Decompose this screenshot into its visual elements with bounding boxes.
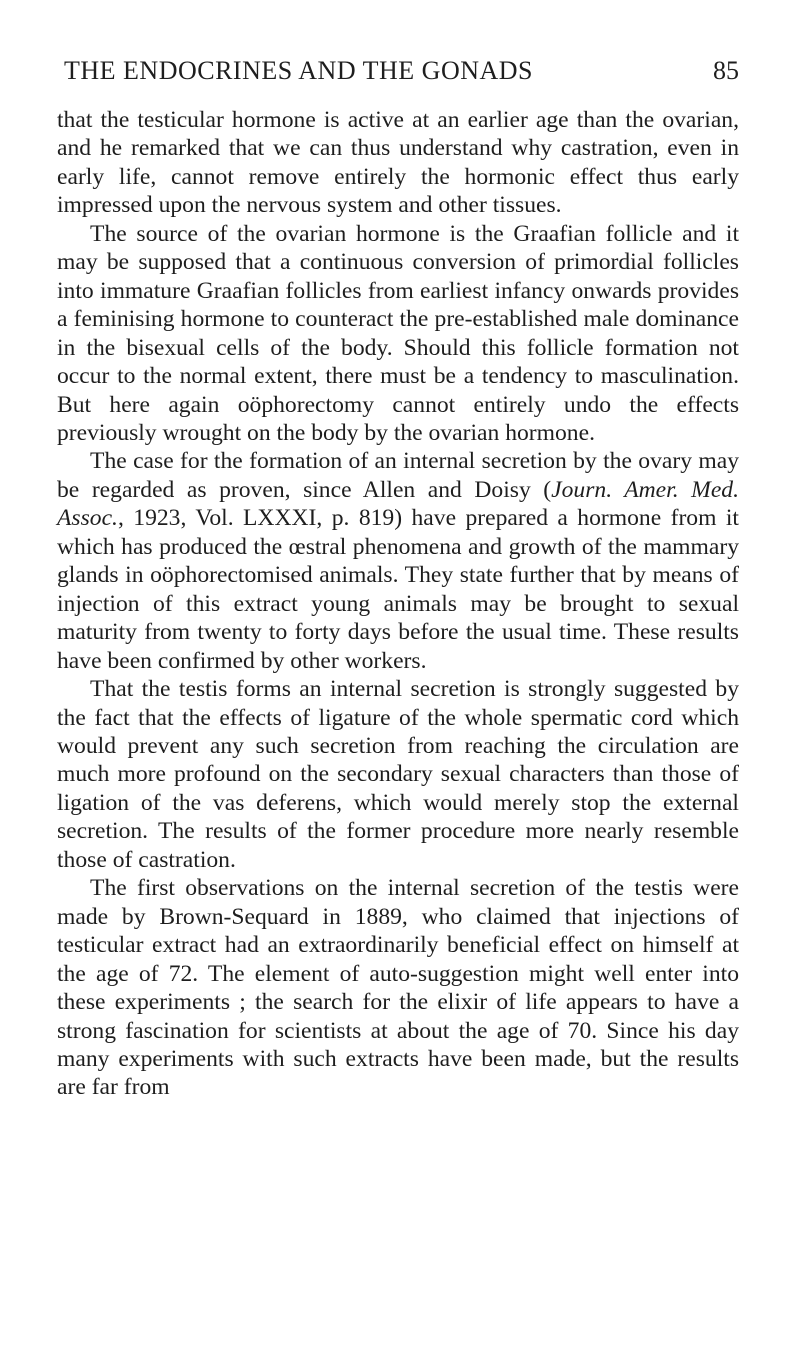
paragraph-text-after-citation: , 1923, Vol. LXXXI, p. 819) have prepared a hormone from it which has produced the œstral phenomena and growth of the mammary glands in oöphorectomised animals. They state further that by means of injection of this extract young animals may be brought to sexual maturity from twenty to forty days before the usual time. These results have been confirmed by other workers.: [57, 505, 739, 674]
paragraph-continuation: that the testicular hormone is active at an earlier age than the ovarian, and he remarked that we can thus understand why castration, even in early life, cannot remove entirely the hormonic effect thus early impressed upon the nervous system and other tissues.: [57, 107, 739, 219]
paragraph-ovary-internal-secretion: [57, 447, 739, 675]
running-title: THE ENDOCRINES AND THE GONADS: [64, 56, 534, 85]
paragraph-testis-internal-secretion: That the testis forms an internal secretion is strongly suggested by the fact that the effects of ligature of the whole spermatic cord which would prevent any such secretion from reaching the circulation are much more profound on the secondary sexual characters than those of ligation of the vas deferens, which would merely stop the external secretion. The results of the former procedure more nearly resemble those of castration.: [57, 676, 739, 873]
body-text: [57, 106, 739, 1102]
journal-citation: Journ. Amer. Med. Assoc.: [57, 476, 739, 532]
paragraph-text-before-citation: The case for the formation of an internal secretion by the ovary may be regarded as proven, since Allen and Doisy (: [57, 448, 739, 503]
book-page: [57, 56, 739, 1102]
running-head: [64, 56, 739, 86]
paragraph-brown-sequard-observations: The first observations on the internal secretion of the testis were made by Brown-Sequard in 1889, who claimed that injections of testicular extract had an extraordinarily beneficial effect on himself at the age of 72. The element of auto-suggestion might well enter into these experiments ; the search for the elixir of life appears to have a strong fascination for scientists at about the age of 70. Since his day many experiments with such extracts have been made, but the results are far from: [57, 875, 739, 1101]
page-number: 85: [713, 56, 739, 85]
paragraph-ovarian-hormone-source: The source of the ovarian hormone is the Graafian follicle and it may be supposed that a continuous conversion of primordial follicles into immature Graafian follicles from earliest infancy onwards provides a feminising hormone to counteract the pre-established male dominance in the bisexual cells of the body. Should this follicle formation not occur to the normal extent, there must be a tendency to masculination. But here again oöphorectomy cannot entirely undo the effects previously wrought on the body by the ovarian hormone.: [57, 220, 739, 446]
